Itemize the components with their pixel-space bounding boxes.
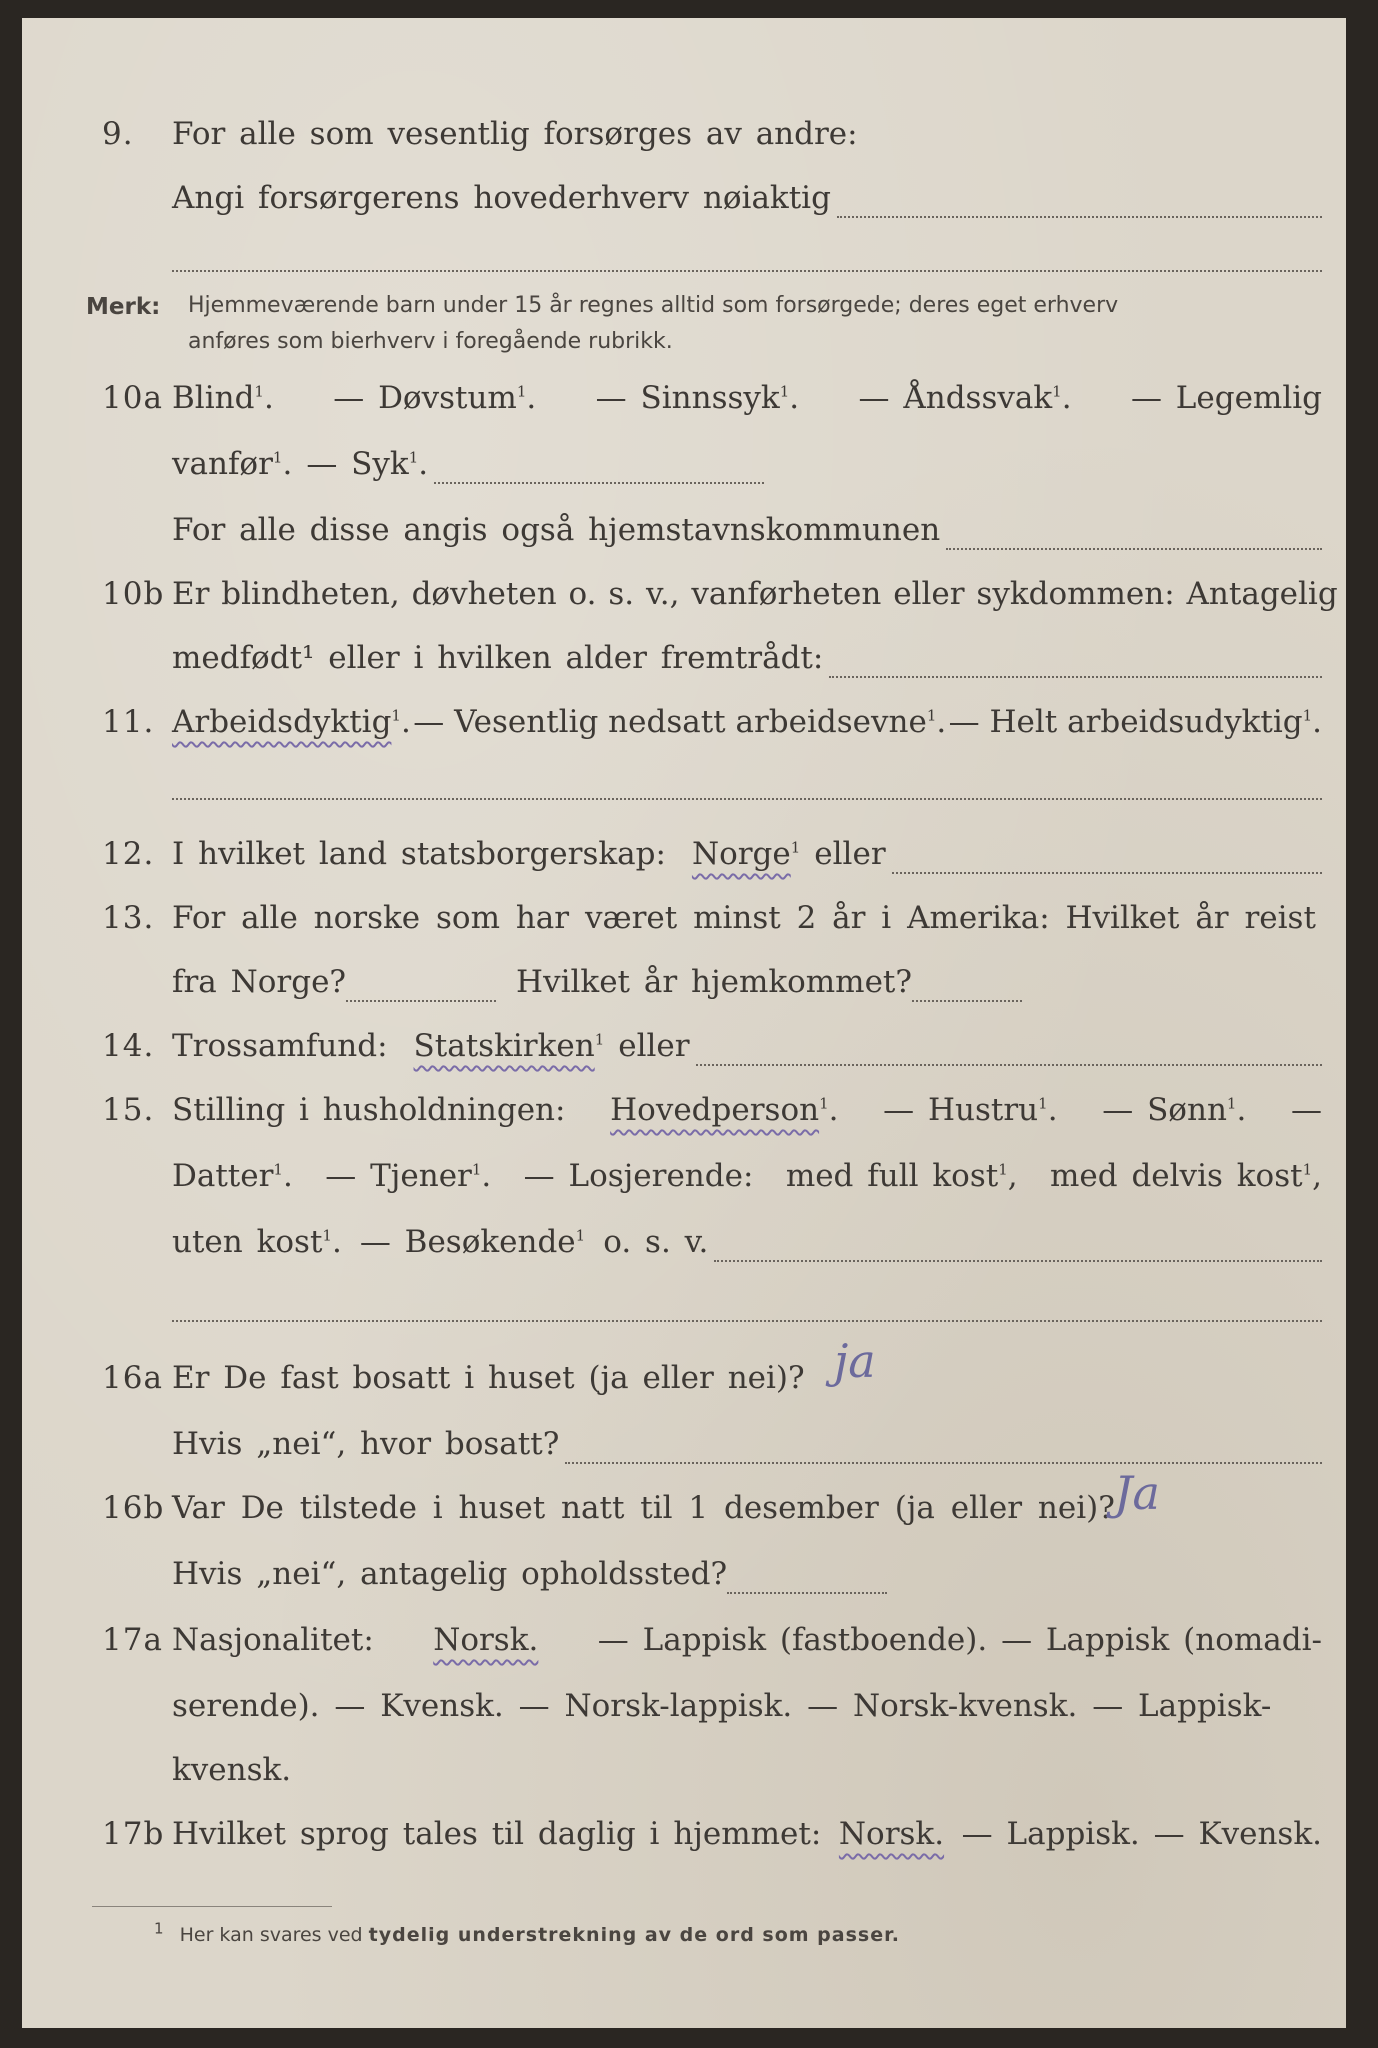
question-10a bbox=[22, 378, 1346, 438]
question-17a-line2 bbox=[22, 1686, 1346, 1746]
answer-field[interactable] bbox=[727, 1564, 887, 1594]
option-datter[interactable]: Datter$^1$. bbox=[172, 1158, 293, 1194]
question-text: I hvilket land statsborgerskap: bbox=[172, 836, 666, 872]
question-text: fra Norge? bbox=[172, 964, 347, 1000]
option-hovedperson[interactable]: Hovedperson$^1$. bbox=[610, 1092, 839, 1128]
answer-field[interactable] bbox=[172, 1320, 1322, 1322]
option-norge[interactable]: Norge$^1$ bbox=[691, 836, 801, 872]
footnote bbox=[154, 1919, 900, 1946]
question-number: 9. bbox=[102, 116, 134, 152]
option-blind[interactable]: Blind$^1$. bbox=[172, 380, 274, 416]
question-10a-line3 bbox=[22, 510, 1346, 570]
option-hustru[interactable]: — Hustru$^1$. bbox=[883, 1092, 1058, 1128]
option-sonn[interactable]: — Sønn$^1$. bbox=[1102, 1092, 1247, 1128]
question-15-line3 bbox=[22, 1222, 1346, 1282]
option-legemlig[interactable]: — Legemlig bbox=[1130, 380, 1322, 416]
question-number: 15. bbox=[102, 1092, 155, 1128]
answer-field[interactable] bbox=[714, 1232, 1322, 1262]
question-15-line2 bbox=[22, 1156, 1346, 1216]
option-lappisk-kvensk[interactable]: — Lappisk. — Kvensk. bbox=[961, 1816, 1322, 1852]
question-text: Hvilket sprog tales til daglig i hjemmet: bbox=[172, 1816, 822, 1852]
answer-field[interactable] bbox=[696, 1036, 1322, 1066]
question-14 bbox=[22, 1026, 1346, 1086]
option-arbeidsdyktig[interactable]: Arbeidsdyktig$^1$. bbox=[172, 704, 411, 740]
option-losjerende: — Losjerende: bbox=[523, 1158, 754, 1194]
question-text: serende). — Kvensk. — Norsk-lappisk. — Norsk-kvensk. — Lappisk- bbox=[172, 1688, 1272, 1724]
question-10b bbox=[22, 574, 1346, 634]
option-nedsatt-arbeidsevne[interactable]: — Vesentlig nedsatt arbeidsevne$^1$. bbox=[413, 704, 947, 740]
question-text: Trossamfund: bbox=[172, 1028, 388, 1064]
question-16b-line2 bbox=[22, 1554, 1346, 1614]
question-number: 17a bbox=[102, 1622, 163, 1658]
question-number: 16b bbox=[102, 1490, 165, 1526]
question-13 bbox=[22, 898, 1346, 958]
footnote-rule bbox=[92, 1906, 332, 1907]
question-10a-line2 bbox=[22, 444, 1346, 504]
question-9-line2 bbox=[22, 178, 1346, 238]
question-11 bbox=[22, 702, 1346, 762]
answer-field[interactable] bbox=[946, 520, 1322, 550]
option-norsk[interactable]: Norsk. bbox=[433, 1622, 539, 1658]
note-line: Hjemmeværende barn under 15 år regnes alltid som forsørgede; deres eget erhverv bbox=[188, 293, 1119, 318]
option-eller: eller bbox=[618, 1028, 690, 1064]
emigrated-year-field[interactable] bbox=[346, 972, 496, 1002]
question-text: Er blindheten, døvheten o. s. v., vanførheten eller sykdommen: Antagelig bbox=[172, 576, 1338, 612]
question-number: 11. bbox=[102, 704, 155, 740]
option-sinnssyk[interactable]: — Sinnssyk$^1$. bbox=[595, 380, 800, 416]
question-number: 13. bbox=[102, 900, 155, 936]
option-arbeidsudyktig[interactable]: — Helt arbeidsudyktig$^1$. bbox=[948, 704, 1322, 740]
answer-field[interactable] bbox=[434, 454, 764, 484]
option-statskirken[interactable]: Statskirken$^1$ bbox=[413, 1028, 605, 1064]
option-full-kost[interactable]: med full kost$^1$, bbox=[785, 1158, 1018, 1194]
question-number: 10b bbox=[102, 576, 165, 612]
question-16a bbox=[22, 1358, 1346, 1418]
note-line: anføres som bierhverv i foregående rubrikk. bbox=[188, 329, 673, 354]
footnote-text: Her kan svares ved bbox=[179, 1924, 363, 1946]
option-tjener[interactable]: — Tjener$^1$. bbox=[325, 1158, 492, 1194]
option-andssvak[interactable]: — Åndssvak$^1$. bbox=[858, 380, 1072, 416]
question-17a-line3 bbox=[22, 1750, 1346, 1810]
handwritten-answer[interactable]: ja bbox=[834, 1334, 876, 1388]
option-norsk[interactable]: Norsk. bbox=[838, 1816, 945, 1852]
option-vanfor[interactable]: vanfør$^1$. bbox=[172, 446, 293, 482]
question-text: Angi forsørgerens hovederhverv nøiaktig bbox=[172, 180, 831, 216]
question-number: 14. bbox=[102, 1028, 155, 1064]
census-form-page bbox=[22, 18, 1346, 2028]
question-number: 12. bbox=[102, 836, 155, 872]
question-number: 10a bbox=[102, 380, 163, 416]
question-13-line2 bbox=[22, 962, 1346, 1022]
option-delvis-kost[interactable]: med delvis kost$^1$, bbox=[1050, 1158, 1322, 1194]
question-text: medfødt¹ eller i hvilken alder fremtrådt: bbox=[172, 640, 824, 676]
answer-field[interactable] bbox=[172, 270, 1322, 272]
answer-field[interactable] bbox=[172, 798, 1322, 800]
question-12 bbox=[22, 834, 1346, 894]
option-osv: o. s. v. bbox=[603, 1224, 709, 1260]
question-text: Nasjonalitet: bbox=[172, 1622, 374, 1658]
dash: — bbox=[1290, 1092, 1322, 1128]
answer-field[interactable] bbox=[892, 844, 1322, 874]
footnote-bold-text: tydelig understrekning av de ord som passer. bbox=[368, 1924, 900, 1946]
answer-field[interactable] bbox=[565, 1434, 1322, 1464]
question-10b-line2 bbox=[22, 638, 1346, 698]
question-15 bbox=[22, 1090, 1346, 1150]
question-text: For alle disse angis også hjemstavnskommunen bbox=[172, 512, 941, 548]
note-text bbox=[188, 288, 1322, 360]
question-number: 16a bbox=[102, 1360, 163, 1396]
question-17a bbox=[22, 1620, 1346, 1680]
footnote-mark: 1 bbox=[154, 1919, 164, 1938]
option-lappisk[interactable]: — Lappisk (fastboende). — Lappisk (nomadi- bbox=[597, 1622, 1322, 1658]
option-syk[interactable]: — Syk$^1$. bbox=[306, 446, 429, 482]
handwritten-answer[interactable]: Ja bbox=[1114, 1466, 1160, 1520]
option-kvensk[interactable]: kvensk. bbox=[172, 1752, 292, 1788]
question-text: Hvilket år hjemkommet? bbox=[516, 964, 913, 1000]
question-text: Er De fast bosatt i huset (ja eller nei)? bbox=[172, 1360, 805, 1396]
answer-field[interactable] bbox=[829, 648, 1322, 678]
question-17b bbox=[22, 1814, 1346, 1874]
question-text: For alle som vesentlig forsørges av andre: bbox=[172, 116, 858, 152]
option-uten-kost[interactable]: uten kost$^1$. bbox=[172, 1224, 342, 1260]
option-besokende[interactable]: — Besøkende$^1$ bbox=[359, 1224, 586, 1260]
question-text: Var De tilstede i huset natt til 1 desember (ja eller nei)? bbox=[172, 1490, 1115, 1526]
option-dovstum[interactable]: — Døvstum$^1$. bbox=[333, 380, 537, 416]
option-eller: eller bbox=[814, 836, 886, 872]
returned-year-field[interactable] bbox=[912, 972, 1022, 1002]
question-text: Stilling i husholdningen: bbox=[172, 1092, 566, 1128]
question-number: 17b bbox=[102, 1816, 165, 1852]
question-text: For alle norske som har været minst 2 år i Amerika: Hvilket år reist bbox=[172, 900, 1316, 936]
question-text: Hvis „nei“, antagelig opholdssted? bbox=[172, 1556, 728, 1592]
question-9 bbox=[22, 114, 1346, 174]
question-text: Hvis „nei“, hvor bosatt? bbox=[172, 1426, 560, 1462]
note-label: Merk: bbox=[86, 294, 161, 320]
answer-field[interactable] bbox=[837, 188, 1322, 218]
